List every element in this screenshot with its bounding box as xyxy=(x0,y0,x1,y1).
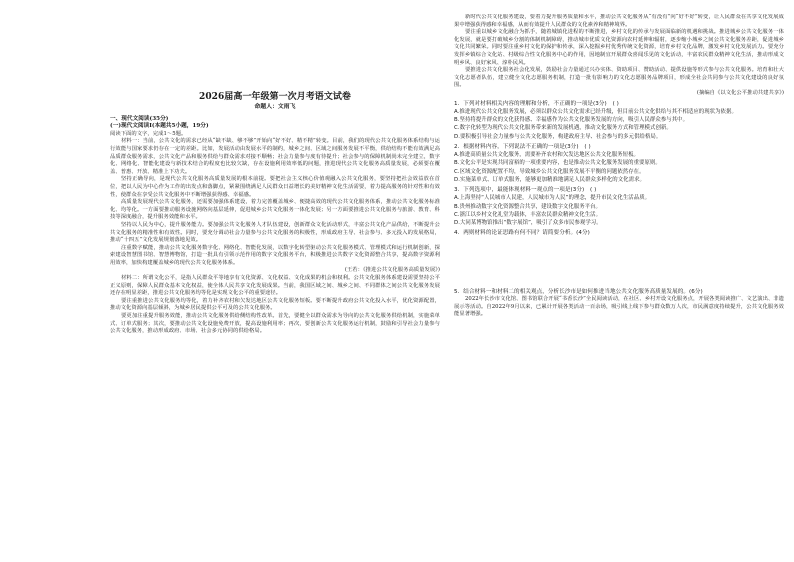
question-2 xyxy=(454,143,784,151)
material-paragraph: 坚持以人民为中心，提升服务能力。要加强公共文化服务人才队伍建设，创新群众文化活动形式，丰富公共文化产品供给，不断提升公共文化服务的精准性和有效性。同时，要充分调动社会力量参与公共文化服务的积极性，形成政府主导、社会参与、多元投入的发展格局，推动“十四五”文化发展规划落地见效。 xyxy=(110,221,440,244)
option: D.实施菜单式、订单式服务，能够更加精准地满足人民群众多样化的文化需求。 xyxy=(454,176,645,183)
material-paragraph: 材料二：所谓文化公平，是指人民群众平等地享有文化资源、文化权益、文化成果的机会和权利。公共文化服务体系建设需要坚持公平正义原则，保障人民群众基本文化权益，使全体人民共享文化发展成果。当前，我国区域之间、城乡之间、不同群体之间公共文化服务发展还存在明显差距，推进公共文化服务均等化是实现文化公平的重要途径。 xyxy=(110,275,440,297)
question-2-stem: 2．根据材料内容，下列说法不正确的一项是(3分) xyxy=(454,143,579,150)
question-5-material: 2022年长沙市文化馆、图书馆联合开展“书香长沙”全民阅读活动，在社区、乡村开设文化服务点，开展各类阅读推广、文艺演出、非遗展示等活动。自2022年9月以来，已累计开展各类活动一百余场，吸引线上线下参与群众数万人次，市民满意度持续提升，公共文化服务效能显著增强。 xyxy=(454,296,784,318)
material-paragraph: 注重数字赋能，推动公共文化服务数字化、网络化、智能化发展，以数字化转型驱动公共文化服务模式、管理模式和运行机制创新，探索建设智慧图书馆、智慧博物馆，打造一批具有引领示范作用的数字文化服务平台，积极推进公共数字文化资源整合共享，提高数字资源利用效率，加快构建覆盖城乡的现代公共文化服务体系。 xyxy=(110,244,440,266)
option: D.要积极引导社会力量参与公共文化服务，构建政府主导、社会参与的多元供给格局。 xyxy=(454,133,662,140)
material-paragraph: 要注重推进公共文化服务均等化，着力补齐农村和欠发达地区公共文化服务短板。要不断提升政府公共文化投入水平，优化资源配置，推动文化资源向基层倾斜，为城乡居民提供公平可及的公共文化服务。 xyxy=(110,297,440,312)
answer-blank[interactable]: ( ) xyxy=(612,100,619,107)
material-paragraph: 要更加注重提升服务效能，推动公共文化服务供给侧结构性改革。首先，要健全以群众需求为导向的公共文化服务供给机制，实施菜单式、订单式服务；其次，要推动公共文化设施免费开放，提高设施利用率；再次，要创新公共文化服务运行机制，鼓励和引导社会力量参与公共文化服务，推动形成政府、市场、社会多元协同的供给格局。 xyxy=(110,313,440,335)
option: A.推进现代公共文化服务发展，必须以群众公共文化需求已经升级，但目前公共文化供给与其不相适应的现状为依据。 xyxy=(454,108,737,115)
option: C.数字化转型为现代公共文化服务带来新的发展机遇，推动文化服务方式和管理模式创新。 xyxy=(454,125,672,132)
option: B.贵州推动数字文化资源整合共享，建设数字文化服务平台。 xyxy=(454,203,601,210)
exam-author: 命题人：文雨飞 xyxy=(254,104,296,110)
option: A.上海坚持“人民城市人民建，人民城市为人民”的理念，提升市民文化生活品质。 xyxy=(454,195,651,202)
material-source: (摘编自《以文化公平推动共建共享》) xyxy=(696,89,784,96)
material-paragraph: 材料一：当前，公共文化的需求已经从“缺不缺、够不够”开始向“好不好、精不精”转变。目前，我们的现代公共文化服务体系结构与运行效能与国家要求仍存在一定的差距。比如，发展活动由发展水平的制约，城乡之间、区域之间服务发展不平衡，供给结构不能有效满足高品质群众服务需求，公共文化产品和服务供给与群众需求对接不顺畅；社会力量参与度有待提升；社会参与的保障机制尚未完全建立，数字化、网络化、智能化建设与新技术结合的程度也比较欠缺，存在设施利用效率低的问题，推进现代公共文化服务高质量发展，必须要在覆盖、普惠、开放、精准上下功夫。 xyxy=(110,138,440,175)
left-column xyxy=(110,14,440,554)
option: C.区域文化资源配置不均，导致城乡公共文化服务发展不平衡的问题依然存在。 xyxy=(454,168,645,175)
option: A.推进高质量公共文化服务，需要补齐农村和欠发达地区公共文化服务短板。 xyxy=(454,152,639,159)
material-paragraph: 坚持正确导向，是现代公共文化服务高质量发展的根本前提。要把社会主义核心价值观融入公共文化服务，要坚持把社会效益放在首位，把以人民为中心作为工作的出发点和落脚点，紧紧围绕满足人民群众日益增长的美好精神文化生活需要，着力提高服务的针对性和有效性，使群众在享受公共文化服务中不断增强获得感、幸福感。 xyxy=(110,176,440,198)
answer-area[interactable] xyxy=(454,238,784,286)
material-paragraph: 新时代公共文化服务建设，要着力提升服务质量和水平，推动公共文化服务从“有没有”向“好不好”转变，让人民群众在共享文化发展成果中增强获得感和幸福感，从而有效提升人民群众的文化素养和精神境界。 xyxy=(454,14,784,28)
answer-blank[interactable]: ( ) xyxy=(590,186,597,193)
question-3-stem: 3．下列选项中，最能体现材料一观点的一项是(3分) xyxy=(454,186,585,193)
section-heading: 一、现代文阅读(35分) xyxy=(110,115,169,122)
material-paragraph: 高质量发展现代公共文化服务，还需要加强体系建设，着力完善覆盖城乡、便捷高效的现代公共文化服务体系，推动公共文化服务标准化、均等化。一方面要推动服务设施网络向基层延伸，促进城乡公共文化服务一体化发展；另一方面要推进公共文化服务与旅游、教育、科技等深度融合，提升服务效能和水平。 xyxy=(110,199,440,221)
option: B.文化公平是实现共同富裕的一项重要内容，也是推动公共文化服务发展的重要原则。 xyxy=(454,160,661,167)
material-source: (王若：《推进公共文化服务高质量发展》) xyxy=(344,267,440,274)
material-paragraph: 要注重以城乡文化融合为抓手，随着城镇化进程的不断推进，乡村文化的传承与发展面临新的机遇和挑战。推进城乡公共文化服务一体化发展，就是要打破城乡分割的体制机制障碍，推动城市优质文化资源向农村延伸和辐射，逐步缩小城乡之间公共文化服务差距，促进城乡文化共同繁荣。同时要注重乡村文化的保护和传承，深入挖掘乡村优秀传统文化资源，培育乡村文化品牌，激发乡村文化发展活力。要充分发挥乡镇综合文化站、村级综合性文化服务中心的作用，因地制宜开展群众喜闻乐见的文化活动，丰富农民群众精神文化生活，推动形成文明乡风、良好家风、淳朴民风。 xyxy=(454,29,784,66)
question-1-stem: 1．下列对材料相关内容的理解和分析，不正确的一项是(3分) xyxy=(454,100,607,107)
material-paragraph: 要推进公共文化服务社会化发展，鼓励社会力量通过兴办实体、资助项目、赞助活动、提供设施等形式参与公共文化服务。培育和壮大文化志愿者队伍，建立健全文化志愿服务机制，打造一批有影响力的文化志愿服务品牌项目，形成全社会共同参与公共文化建设的良好氛围。 xyxy=(454,67,784,89)
question-5: 5．结合材料一和材料二的相关观点，分析长沙市是如何推进当地公共文化服务高质量发展的。(6分) xyxy=(454,288,703,295)
exam-title: 2026届高一年级第一次月考语文试卷 xyxy=(199,92,351,102)
question-1 xyxy=(454,100,784,108)
question-4: 4．两则材料的论证思路有何不同？请简要分析。(4分) xyxy=(454,230,590,237)
answer-blank[interactable]: ( ) xyxy=(584,143,591,150)
option: D.大同某博物馆推出“数字展馆”，吸引了众多市民参观学习。 xyxy=(454,219,602,226)
option: C.浙江以乡村文化礼堂为载体，丰富农民群众精神文化生活。 xyxy=(454,211,602,218)
question-3 xyxy=(454,186,784,194)
reading-instruction: 阅读下面的文字，完成1～5题。 xyxy=(110,130,187,137)
option: B.坚持将提升群众的文化获得感、幸福感作为公共文化服务发展的方向，吸引人民群众参与其中。 xyxy=(454,117,689,124)
right-column xyxy=(454,14,784,554)
subsection-heading: (一)现代文阅读Ⅰ(本题共5小题，19分) xyxy=(110,123,209,130)
